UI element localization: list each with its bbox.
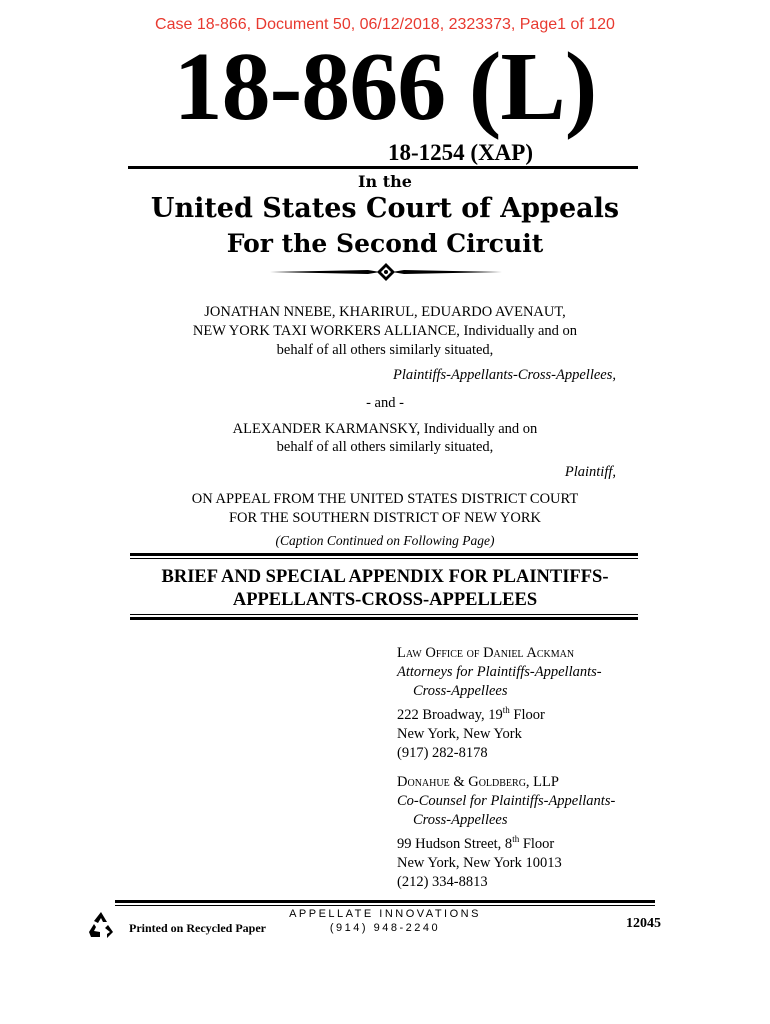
counsel-role-line-1: Attorneys for Plaintiffs-Appellants- <box>397 664 602 680</box>
party-role-appellants: Plaintiffs-Appellants-Cross-Appellees, <box>393 367 616 383</box>
party-line-2: NEW YORK TAXI WORKERS ALLIANCE, Individually and on <box>192 323 578 339</box>
caption-note: (Caption Continued on Following Page) <box>275 533 495 548</box>
court-name: United States Court of Appeals <box>150 193 620 224</box>
counsel-firm: Donahue & Goldberg, LLP <box>397 774 559 790</box>
brief-title-line-2: APPELLANTS-CROSS-APPELLEES <box>232 590 538 610</box>
party-role-plaintiff: Plaintiff, <box>564 464 616 480</box>
docket-rule <box>128 166 638 169</box>
in-the-label: In the <box>358 172 412 191</box>
counsel-role-line-2: Cross-Appellees <box>413 812 508 828</box>
footer-rule-thin <box>115 905 655 906</box>
counsel-block-2 <box>397 773 615 892</box>
counsel-phone: (212) 334-8813 <box>397 873 488 890</box>
brief-title <box>0 566 770 612</box>
counsel-phone: (917) 282-8178 <box>397 744 488 761</box>
circuit-name: For the Second Circuit <box>226 229 544 258</box>
printer-name: APPELLATE INNOVATIONS <box>289 908 481 920</box>
plaintiff-line-2: behalf of all others similarly situated, <box>276 439 494 455</box>
and-separator: - and - <box>366 395 404 411</box>
document-number: 12045 <box>626 916 661 931</box>
counsel-city: New York, New York <box>397 725 522 742</box>
counsel-street: 222 Broadway, 19th Floor <box>397 705 545 723</box>
party-line-3: behalf of all others similarly situated, <box>276 342 494 358</box>
brief-title-line-1: BRIEF AND SPECIAL APPENDIX FOR PLAINTIFFS- <box>161 567 609 587</box>
cross-docket-number: 18-1254 (XAP) <box>388 140 533 165</box>
counsel-city: New York, New York 10013 <box>397 854 562 871</box>
appeal-line-1: ON APPEAL FROM THE UNITED STATES DISTRICT COURT <box>191 491 579 507</box>
footer-rule <box>115 900 655 903</box>
title-rule-bottom-thin <box>130 614 638 615</box>
counsel-street: 99 Hudson Street, 8th Floor <box>397 834 555 852</box>
printer-phone: (914) 948-2240 <box>329 922 441 934</box>
plaintiff-line-1: ALEXANDER KARMANSKY, Individually and on <box>232 421 538 437</box>
case-stamp: Case 18-866, Document 50, 06/12/2018, 2323373, Page1 of 120 <box>155 16 615 33</box>
counsel-role-line-1: Co-Counsel for Plaintiffs-Appellants- <box>397 793 616 809</box>
title-rule-top-thin <box>130 558 638 559</box>
party-line-1: JONATHAN NNEBE, KHARIRUL, EDUARDO AVENAUT, <box>204 304 566 320</box>
counsel-block-1 <box>397 644 602 763</box>
docket-number: 18-866 (L) <box>173 33 597 141</box>
counsel-role-line-2: Cross-Appellees <box>413 683 508 699</box>
recycled-paper-label: Printed on Recycled Paper <box>129 921 266 935</box>
title-rule-bottom <box>130 617 638 620</box>
title-rule-top <box>130 553 638 556</box>
appeal-line-2: FOR THE SOUTHERN DISTRICT OF NEW YORK <box>228 510 542 526</box>
ornament-divider <box>268 262 504 282</box>
counsel-firm: Law Office of Daniel Ackman <box>397 645 575 661</box>
